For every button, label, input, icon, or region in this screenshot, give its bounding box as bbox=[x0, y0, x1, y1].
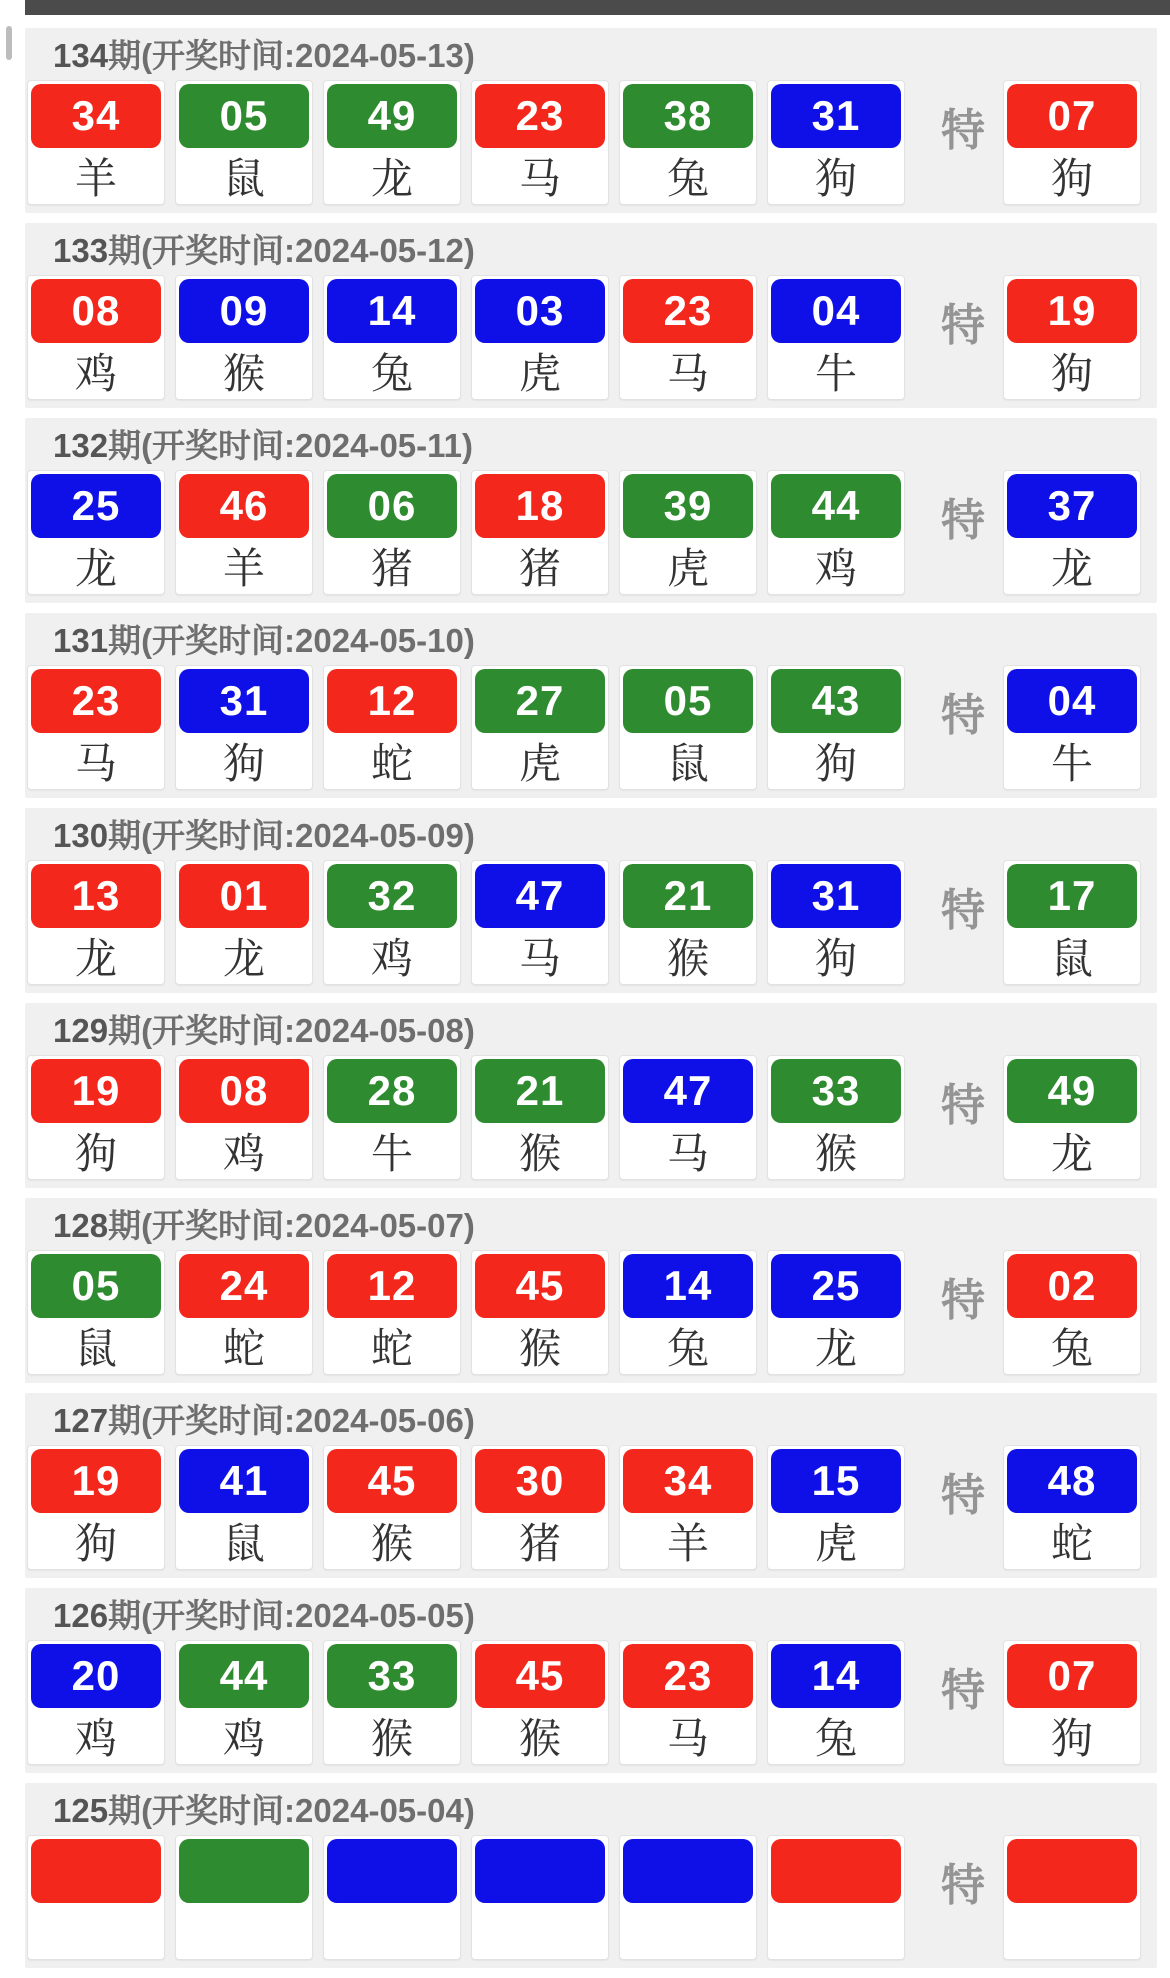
lottery-ball: 32 bbox=[327, 864, 457, 928]
zodiac-label: 马 bbox=[666, 1715, 709, 1762]
ball-card bbox=[767, 1250, 905, 1375]
zodiac-label: 羊 bbox=[666, 1520, 709, 1567]
ball-card bbox=[767, 1445, 905, 1570]
zodiac-label: 虎 bbox=[518, 350, 561, 397]
ball-card bbox=[323, 1250, 461, 1375]
zodiac-label: 牛 bbox=[814, 350, 857, 397]
special-ball-card bbox=[1003, 1445, 1141, 1570]
zodiac-label: 马 bbox=[518, 935, 561, 982]
lottery-ball: 49 bbox=[327, 84, 457, 148]
zodiac-label: 鼠 bbox=[222, 155, 265, 202]
zodiac-label: 猴 bbox=[518, 1130, 561, 1177]
zodiac-label: 狗 bbox=[1050, 350, 1093, 397]
lottery-ball: 38 bbox=[623, 84, 753, 148]
lottery-ball: 15 bbox=[771, 1449, 901, 1513]
lottery-ball: 08 bbox=[31, 279, 161, 343]
zodiac-label: 马 bbox=[666, 350, 709, 397]
zodiac-label: 鸡 bbox=[222, 1715, 265, 1762]
draw-date-label: 期(开奖时间:2024-05-12) bbox=[108, 232, 475, 269]
zodiac-label: 牛 bbox=[370, 1130, 413, 1177]
ball-card bbox=[619, 1835, 757, 1960]
lottery-ball: 02 bbox=[1007, 1254, 1137, 1318]
lottery-ball: 34 bbox=[623, 1449, 753, 1513]
ball-card bbox=[767, 80, 905, 205]
lottery-ball bbox=[475, 1839, 605, 1903]
ball-card bbox=[619, 470, 757, 595]
zodiac-label bbox=[620, 1903, 756, 1959]
ball-card bbox=[471, 80, 609, 205]
lottery-ball: 12 bbox=[327, 1254, 457, 1318]
lottery-ball bbox=[179, 1839, 309, 1903]
ball-card bbox=[323, 1055, 461, 1180]
ball-card bbox=[27, 1640, 165, 1765]
lottery-ball: 03 bbox=[475, 279, 605, 343]
ball-card bbox=[619, 275, 757, 400]
draw-date-label: 期(开奖时间:2024-05-09) bbox=[108, 817, 475, 854]
lottery-ball: 08 bbox=[179, 1059, 309, 1123]
lottery-ball: 30 bbox=[475, 1449, 605, 1513]
special-label: 特 bbox=[941, 691, 985, 740]
lottery-ball: 43 bbox=[771, 669, 901, 733]
draw-issue-number: 132 bbox=[53, 427, 109, 464]
zodiac-label: 马 bbox=[666, 1130, 709, 1177]
draw-date-label: 期(开奖时间:2024-05-06) bbox=[108, 1402, 475, 1439]
draw-header bbox=[53, 1596, 475, 1636]
draw-date-label: 期(开奖时间:2024-05-13) bbox=[108, 37, 475, 74]
top-bar bbox=[25, 0, 1170, 15]
lottery-ball: 45 bbox=[327, 1449, 457, 1513]
zodiac-label: 兔 bbox=[814, 1715, 857, 1762]
zodiac-label: 龙 bbox=[74, 545, 117, 592]
draw-issue-number: 131 bbox=[53, 622, 109, 659]
draw-header bbox=[53, 1401, 475, 1441]
draw-issue-number: 130 bbox=[53, 817, 109, 854]
special-label: 特 bbox=[941, 106, 985, 155]
special-label: 特 bbox=[941, 1471, 985, 1520]
draw-header bbox=[53, 1791, 475, 1831]
ball-card bbox=[767, 1835, 905, 1960]
zodiac-label: 猴 bbox=[518, 1715, 561, 1762]
special-label: 特 bbox=[941, 1276, 985, 1325]
ball-card bbox=[471, 1640, 609, 1765]
ball-card bbox=[619, 1250, 757, 1375]
ball-card bbox=[175, 1055, 313, 1180]
lottery-ball: 39 bbox=[623, 474, 753, 538]
special-ball-card bbox=[1003, 665, 1141, 790]
lottery-ball: 33 bbox=[327, 1644, 457, 1708]
lottery-ball: 05 bbox=[623, 669, 753, 733]
lottery-ball: 05 bbox=[179, 84, 309, 148]
zodiac-label bbox=[28, 1903, 164, 1959]
lottery-ball: 19 bbox=[1007, 279, 1137, 343]
ball-card bbox=[175, 860, 313, 985]
draw-result-block bbox=[25, 1003, 1157, 1188]
ball-card bbox=[767, 275, 905, 400]
lottery-ball: 27 bbox=[475, 669, 605, 733]
draw-issue-number: 127 bbox=[53, 1402, 109, 1439]
lottery-ball: 48 bbox=[1007, 1449, 1137, 1513]
special-ball-card bbox=[1003, 470, 1141, 595]
ball-card bbox=[323, 860, 461, 985]
zodiac-label: 狗 bbox=[814, 740, 857, 787]
ball-card bbox=[619, 665, 757, 790]
zodiac-label: 鸡 bbox=[370, 935, 413, 982]
draw-issue-number: 133 bbox=[53, 232, 109, 269]
ball-card bbox=[27, 1835, 165, 1960]
lottery-ball: 14 bbox=[623, 1254, 753, 1318]
draw-date-label: 期(开奖时间:2024-05-07) bbox=[108, 1207, 475, 1244]
lottery-ball: 13 bbox=[31, 864, 161, 928]
zodiac-label: 猪 bbox=[370, 545, 413, 592]
zodiac-label: 猪 bbox=[518, 545, 561, 592]
zodiac-label: 狗 bbox=[1050, 1715, 1093, 1762]
draw-result-block bbox=[25, 28, 1157, 213]
draw-header bbox=[53, 231, 475, 271]
ball-card bbox=[27, 275, 165, 400]
ball-card bbox=[471, 470, 609, 595]
draw-result-block bbox=[25, 1588, 1157, 1773]
lottery-ball: 41 bbox=[179, 1449, 309, 1513]
lottery-ball: 04 bbox=[771, 279, 901, 343]
ball-card bbox=[175, 275, 313, 400]
zodiac-label: 龙 bbox=[74, 935, 117, 982]
special-label: 特 bbox=[941, 1861, 985, 1910]
draw-header bbox=[53, 36, 475, 76]
zodiac-label: 鼠 bbox=[1050, 935, 1093, 982]
lottery-ball: 23 bbox=[31, 669, 161, 733]
zodiac-label: 鼠 bbox=[222, 1520, 265, 1567]
draw-issue-number: 125 bbox=[53, 1792, 109, 1829]
draw-header bbox=[53, 1011, 475, 1051]
lottery-ball: 37 bbox=[1007, 474, 1137, 538]
lottery-ball bbox=[31, 1839, 161, 1903]
zodiac-label: 牛 bbox=[1050, 740, 1093, 787]
lottery-ball: 07 bbox=[1007, 1644, 1137, 1708]
draw-result-block bbox=[25, 223, 1157, 408]
ball-card bbox=[323, 1835, 461, 1960]
lottery-ball: 18 bbox=[475, 474, 605, 538]
lottery-ball: 34 bbox=[31, 84, 161, 148]
draw-issue-number: 128 bbox=[53, 1207, 109, 1244]
zodiac-label: 兔 bbox=[1050, 1325, 1093, 1372]
lottery-ball: 21 bbox=[623, 864, 753, 928]
lottery-ball: 19 bbox=[31, 1449, 161, 1513]
lottery-ball: 14 bbox=[771, 1644, 901, 1708]
zodiac-label: 蛇 bbox=[222, 1325, 265, 1372]
ball-card bbox=[619, 860, 757, 985]
zodiac-label: 狗 bbox=[74, 1520, 117, 1567]
ball-card bbox=[175, 1640, 313, 1765]
lottery-ball: 14 bbox=[327, 279, 457, 343]
zodiac-label: 兔 bbox=[370, 350, 413, 397]
ball-card bbox=[175, 80, 313, 205]
lottery-ball: 25 bbox=[31, 474, 161, 538]
ball-card bbox=[767, 1640, 905, 1765]
ball-card bbox=[471, 1055, 609, 1180]
lottery-ball: 44 bbox=[771, 474, 901, 538]
lottery-ball: 47 bbox=[475, 864, 605, 928]
zodiac-label: 鸡 bbox=[74, 1715, 117, 1762]
zodiac-label: 狗 bbox=[814, 155, 857, 202]
special-label: 特 bbox=[941, 301, 985, 350]
zodiac-label: 马 bbox=[518, 155, 561, 202]
draw-result-block bbox=[25, 1198, 1157, 1383]
zodiac-label: 猴 bbox=[222, 350, 265, 397]
lottery-ball: 49 bbox=[1007, 1059, 1137, 1123]
draw-date-label: 期(开奖时间:2024-05-04) bbox=[108, 1792, 475, 1829]
lottery-ball bbox=[327, 1839, 457, 1903]
ball-card bbox=[323, 1445, 461, 1570]
zodiac-label: 龙 bbox=[814, 1325, 857, 1372]
draw-result-block bbox=[25, 1393, 1157, 1578]
lottery-ball: 23 bbox=[623, 1644, 753, 1708]
draw-result-block bbox=[25, 418, 1157, 603]
zodiac-label: 虎 bbox=[666, 545, 709, 592]
lottery-ball: 47 bbox=[623, 1059, 753, 1123]
draw-date-label: 期(开奖时间:2024-05-05) bbox=[108, 1597, 475, 1634]
draw-header bbox=[53, 426, 473, 466]
lottery-ball: 21 bbox=[475, 1059, 605, 1123]
ball-card bbox=[619, 1445, 757, 1570]
lottery-ball: 01 bbox=[179, 864, 309, 928]
lottery-ball: 24 bbox=[179, 1254, 309, 1318]
ball-card bbox=[175, 1445, 313, 1570]
ball-card bbox=[27, 1445, 165, 1570]
zodiac-label bbox=[176, 1903, 312, 1959]
zodiac-label: 猴 bbox=[666, 935, 709, 982]
lottery-ball: 09 bbox=[179, 279, 309, 343]
draw-issue-number: 126 bbox=[53, 1597, 109, 1634]
zodiac-label: 羊 bbox=[74, 155, 117, 202]
special-ball-card bbox=[1003, 860, 1141, 985]
zodiac-label: 蛇 bbox=[1050, 1520, 1093, 1567]
ball-card bbox=[767, 860, 905, 985]
lottery-ball: 05 bbox=[31, 1254, 161, 1318]
zodiac-label: 狗 bbox=[1050, 155, 1093, 202]
special-ball-card bbox=[1003, 1640, 1141, 1765]
lottery-ball: 44 bbox=[179, 1644, 309, 1708]
zodiac-label: 龙 bbox=[1050, 545, 1093, 592]
ball-card bbox=[619, 80, 757, 205]
ball-card bbox=[323, 275, 461, 400]
special-label: 特 bbox=[941, 1081, 985, 1130]
ball-card bbox=[27, 1250, 165, 1375]
draw-result-block bbox=[25, 613, 1157, 798]
zodiac-label: 兔 bbox=[666, 155, 709, 202]
zodiac-label: 龙 bbox=[222, 935, 265, 982]
draw-issue-number: 129 bbox=[53, 1012, 109, 1049]
ball-card bbox=[27, 665, 165, 790]
draw-header bbox=[53, 1206, 475, 1246]
ball-card bbox=[175, 1250, 313, 1375]
ball-card bbox=[619, 1055, 757, 1180]
draw-issue-number: 134 bbox=[53, 37, 109, 74]
zodiac-label: 鸡 bbox=[222, 1130, 265, 1177]
zodiac-label: 猴 bbox=[518, 1325, 561, 1372]
zodiac-label: 鸡 bbox=[74, 350, 117, 397]
zodiac-label: 虎 bbox=[518, 740, 561, 787]
zodiac-label bbox=[324, 1903, 460, 1959]
lottery-ball bbox=[1007, 1839, 1137, 1903]
special-label: 特 bbox=[941, 1666, 985, 1715]
lottery-ball: 20 bbox=[31, 1644, 161, 1708]
zodiac-label: 猪 bbox=[518, 1520, 561, 1567]
zodiac-label bbox=[472, 1903, 608, 1959]
zodiac-label: 鼠 bbox=[74, 1325, 117, 1372]
ball-card bbox=[27, 1055, 165, 1180]
ball-card bbox=[619, 1640, 757, 1765]
ball-card bbox=[471, 1835, 609, 1960]
ball-card bbox=[471, 665, 609, 790]
ball-card bbox=[323, 470, 461, 595]
lottery-ball: 23 bbox=[475, 84, 605, 148]
lottery-ball: 12 bbox=[327, 669, 457, 733]
draw-date-label: 期(开奖时间:2024-05-08) bbox=[108, 1012, 475, 1049]
zodiac-label: 狗 bbox=[74, 1130, 117, 1177]
lottery-ball: 28 bbox=[327, 1059, 457, 1123]
lottery-ball: 19 bbox=[31, 1059, 161, 1123]
lottery-ball: 17 bbox=[1007, 864, 1137, 928]
special-label: 特 bbox=[941, 886, 985, 935]
zodiac-label: 蛇 bbox=[370, 740, 413, 787]
draw-header bbox=[53, 816, 475, 856]
ball-card bbox=[323, 1640, 461, 1765]
special-label: 特 bbox=[941, 496, 985, 545]
ball-card bbox=[175, 665, 313, 790]
ball-card bbox=[471, 1250, 609, 1375]
lottery-ball: 31 bbox=[771, 864, 901, 928]
zodiac-label: 龙 bbox=[1050, 1130, 1093, 1177]
zodiac-label: 狗 bbox=[814, 935, 857, 982]
draw-date-label: 期(开奖时间:2024-05-10) bbox=[108, 622, 475, 659]
zodiac-label: 马 bbox=[74, 740, 117, 787]
zodiac-label: 蛇 bbox=[370, 1325, 413, 1372]
lottery-ball: 33 bbox=[771, 1059, 901, 1123]
special-ball-card bbox=[1003, 1250, 1141, 1375]
zodiac-label bbox=[1004, 1903, 1140, 1959]
ball-card bbox=[471, 1445, 609, 1570]
zodiac-label: 狗 bbox=[222, 740, 265, 787]
ball-card bbox=[471, 860, 609, 985]
special-ball-card bbox=[1003, 1835, 1141, 1960]
lottery-ball: 45 bbox=[475, 1644, 605, 1708]
lottery-ball bbox=[771, 1839, 901, 1903]
zodiac-label: 虎 bbox=[814, 1520, 857, 1567]
special-ball-card bbox=[1003, 80, 1141, 205]
zodiac-label: 龙 bbox=[370, 155, 413, 202]
zodiac-label: 羊 bbox=[222, 545, 265, 592]
lottery-ball: 31 bbox=[771, 84, 901, 148]
draw-result-block bbox=[25, 1783, 1157, 1968]
zodiac-label: 猴 bbox=[814, 1130, 857, 1177]
lottery-ball: 25 bbox=[771, 1254, 901, 1318]
ball-card bbox=[175, 470, 313, 595]
scroll-indicator bbox=[6, 26, 12, 60]
zodiac-label: 鼠 bbox=[666, 740, 709, 787]
ball-card bbox=[27, 470, 165, 595]
zodiac-label: 猴 bbox=[370, 1715, 413, 1762]
draw-list bbox=[25, 28, 1157, 1978]
draw-result-block bbox=[25, 808, 1157, 993]
draw-date-label: 期(开奖时间:2024-05-11) bbox=[108, 427, 474, 464]
ball-card bbox=[767, 1055, 905, 1180]
lottery-ball: 07 bbox=[1007, 84, 1137, 148]
ball-card bbox=[27, 80, 165, 205]
ball-card bbox=[323, 80, 461, 205]
ball-card bbox=[471, 275, 609, 400]
lottery-ball: 46 bbox=[179, 474, 309, 538]
special-ball-card bbox=[1003, 275, 1141, 400]
ball-card bbox=[175, 1835, 313, 1960]
lottery-ball: 06 bbox=[327, 474, 457, 538]
ball-card bbox=[323, 665, 461, 790]
draw-header bbox=[53, 621, 475, 661]
lottery-ball: 45 bbox=[475, 1254, 605, 1318]
zodiac-label: 兔 bbox=[666, 1325, 709, 1372]
ball-card bbox=[767, 665, 905, 790]
zodiac-label bbox=[768, 1903, 904, 1959]
lottery-ball bbox=[623, 1839, 753, 1903]
lottery-ball: 04 bbox=[1007, 669, 1137, 733]
zodiac-label: 猴 bbox=[370, 1520, 413, 1567]
lottery-ball: 31 bbox=[179, 669, 309, 733]
ball-card bbox=[767, 470, 905, 595]
zodiac-label: 鸡 bbox=[814, 545, 857, 592]
special-ball-card bbox=[1003, 1055, 1141, 1180]
ball-card bbox=[27, 860, 165, 985]
lottery-ball: 23 bbox=[623, 279, 753, 343]
